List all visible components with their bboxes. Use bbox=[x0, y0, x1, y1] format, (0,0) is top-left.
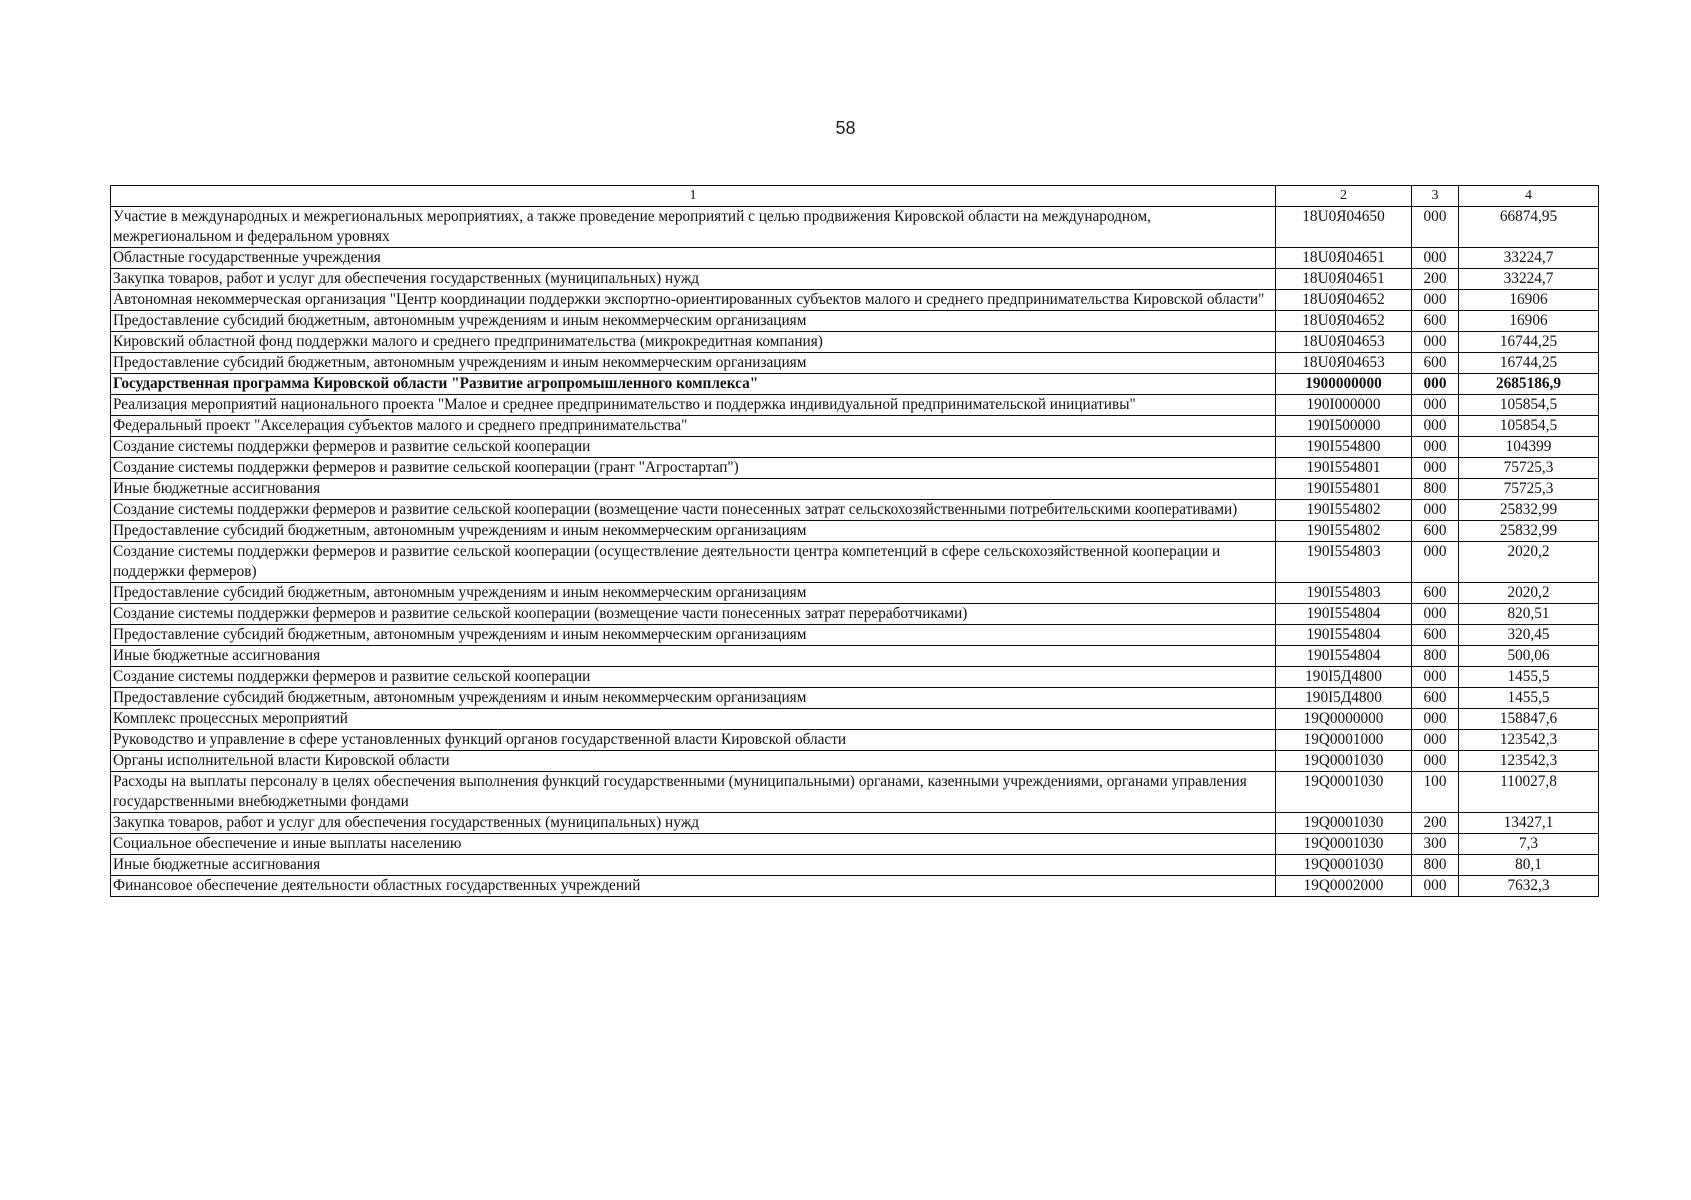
row-description: Закупка товаров, работ и услуг для обеспечения государственных (муниципальных) нужд bbox=[111, 813, 1276, 834]
row-expense-type: 000 bbox=[1412, 604, 1459, 625]
row-expense-type: 600 bbox=[1412, 625, 1459, 646]
row-description: Предоставление субсидий бюджетным, автономным учреждениям и иным некоммерческим организациям bbox=[111, 583, 1276, 604]
table-row bbox=[111, 834, 1599, 855]
row-description: Создание системы поддержки фермеров и развитие сельской кооперации bbox=[111, 437, 1276, 458]
row-amount: 105854,5 bbox=[1459, 416, 1599, 437]
row-amount: 16744,25 bbox=[1459, 353, 1599, 374]
row-expense-type: 000 bbox=[1412, 542, 1459, 583]
table-row bbox=[111, 751, 1599, 772]
row-amount: 75725,3 bbox=[1459, 458, 1599, 479]
table-row bbox=[111, 730, 1599, 751]
row-target-code: 18U0Я04650 bbox=[1276, 207, 1412, 248]
row-description: Реализация мероприятий национального проекта "Малое и среднее предпринимательство и поддержка индивидуальной предпринимательской инициативы" bbox=[111, 395, 1276, 416]
row-expense-type: 000 bbox=[1412, 290, 1459, 311]
row-target-code: 190I554804 bbox=[1276, 604, 1412, 625]
row-expense-type: 000 bbox=[1412, 416, 1459, 437]
row-description: Предоставление субсидий бюджетным, автономным учреждениям и иным некоммерческим организациям bbox=[111, 353, 1276, 374]
row-target-code: 190I554804 bbox=[1276, 625, 1412, 646]
row-amount: 66874,95 bbox=[1459, 207, 1599, 248]
row-target-code: 190I554804 bbox=[1276, 646, 1412, 667]
row-description: Создание системы поддержки фермеров и развитие сельской кооперации (возмещение части понесенных затрат сельскохозяйственными потребительскими кооперативами) bbox=[111, 500, 1276, 521]
row-target-code: 18U0Я04652 bbox=[1276, 311, 1412, 332]
row-target-code: 19Q0001030 bbox=[1276, 834, 1412, 855]
row-amount: 2020,2 bbox=[1459, 583, 1599, 604]
row-target-code: 190I500000 bbox=[1276, 416, 1412, 437]
row-description: Создание системы поддержки фермеров и развитие сельской кооперации (возмещение части понесенных затрат переработчиками) bbox=[111, 604, 1276, 625]
row-expense-type: 200 bbox=[1412, 813, 1459, 834]
row-target-code: 190I554803 bbox=[1276, 583, 1412, 604]
table-row bbox=[111, 604, 1599, 625]
table-row bbox=[111, 332, 1599, 353]
row-description: Предоставление субсидий бюджетным, автономным учреждениям и иным некоммерческим организациям bbox=[111, 688, 1276, 709]
row-amount: 104399 bbox=[1459, 437, 1599, 458]
row-expense-type: 000 bbox=[1412, 730, 1459, 751]
row-amount: 80,1 bbox=[1459, 855, 1599, 876]
row-description: Расходы на выплаты персоналу в целях обеспечения выполнения функций государственными (муниципальными) органами, казенными учреждениями, органами управления государственными внебюджетными фондами bbox=[111, 772, 1276, 813]
row-amount: 1455,5 bbox=[1459, 688, 1599, 709]
row-description: Государственная программа Кировской области "Развитие агропромышленного комплекса" bbox=[111, 374, 1276, 395]
row-target-code: 190I5Д4800 bbox=[1276, 667, 1412, 688]
row-description: Комплекс процессных мероприятий bbox=[111, 709, 1276, 730]
row-target-code: 19Q0002000 bbox=[1276, 876, 1412, 897]
row-target-code: 190I554800 bbox=[1276, 437, 1412, 458]
row-expense-type: 000 bbox=[1412, 207, 1459, 248]
row-amount: 75725,3 bbox=[1459, 479, 1599, 500]
row-target-code: 18U0Я04653 bbox=[1276, 353, 1412, 374]
header-col-4: 4 bbox=[1459, 186, 1599, 207]
table-row bbox=[111, 458, 1599, 479]
row-target-code: 190I554803 bbox=[1276, 542, 1412, 583]
row-target-code: 1900000000 bbox=[1276, 374, 1412, 395]
row-expense-type: 600 bbox=[1412, 583, 1459, 604]
row-expense-type: 000 bbox=[1412, 332, 1459, 353]
budget-table bbox=[110, 185, 1599, 897]
row-expense-type: 100 bbox=[1412, 772, 1459, 813]
row-description: Финансовое обеспечение деятельности областных государственных учреждений bbox=[111, 876, 1276, 897]
row-description: Иные бюджетные ассигнования bbox=[111, 855, 1276, 876]
row-target-code: 18U0Я04651 bbox=[1276, 269, 1412, 290]
table-row bbox=[111, 479, 1599, 500]
table-row bbox=[111, 709, 1599, 730]
row-amount: 1455,5 bbox=[1459, 667, 1599, 688]
table-row bbox=[111, 625, 1599, 646]
row-expense-type: 000 bbox=[1412, 458, 1459, 479]
row-amount: 110027,8 bbox=[1459, 772, 1599, 813]
table-row bbox=[111, 353, 1599, 374]
header-col-3: 3 bbox=[1412, 186, 1459, 207]
table-row bbox=[111, 542, 1599, 583]
row-amount: 105854,5 bbox=[1459, 395, 1599, 416]
row-target-code: 18U0Я04651 bbox=[1276, 248, 1412, 269]
table-row bbox=[111, 500, 1599, 521]
row-target-code: 19Q0001030 bbox=[1276, 855, 1412, 876]
row-description: Органы исполнительной власти Кировской области bbox=[111, 751, 1276, 772]
row-expense-type: 000 bbox=[1412, 437, 1459, 458]
row-amount: 500,06 bbox=[1459, 646, 1599, 667]
row-amount: 820,51 bbox=[1459, 604, 1599, 625]
row-description: Иные бюджетные ассигнования bbox=[111, 479, 1276, 500]
row-amount: 7,3 bbox=[1459, 834, 1599, 855]
header-row bbox=[111, 186, 1599, 207]
row-target-code: 190I554801 bbox=[1276, 458, 1412, 479]
table-body bbox=[111, 207, 1599, 897]
row-description: Кировский областной фонд поддержки малого и среднего предпринимательства (микрокредитная компания) bbox=[111, 332, 1276, 353]
row-expense-type: 000 bbox=[1412, 395, 1459, 416]
row-amount: 2685186,9 bbox=[1459, 374, 1599, 395]
row-amount: 13427,1 bbox=[1459, 813, 1599, 834]
table-row bbox=[111, 855, 1599, 876]
row-description: Создание системы поддержки фермеров и развитие сельской кооперации bbox=[111, 667, 1276, 688]
row-amount: 2020,2 bbox=[1459, 542, 1599, 583]
row-amount: 320,45 bbox=[1459, 625, 1599, 646]
row-target-code: 190I000000 bbox=[1276, 395, 1412, 416]
table-row bbox=[111, 688, 1599, 709]
row-target-code: 19Q0000000 bbox=[1276, 709, 1412, 730]
table-row bbox=[111, 395, 1599, 416]
page-number: 58 bbox=[835, 118, 856, 138]
row-expense-type: 000 bbox=[1412, 709, 1459, 730]
row-amount: 123542,3 bbox=[1459, 730, 1599, 751]
row-target-code: 18U0Я04653 bbox=[1276, 332, 1412, 353]
row-amount: 25832,99 bbox=[1459, 500, 1599, 521]
row-description: Участие в международных и межрегиональных мероприятиях, а также проведение мероприятий с целью продвижения Кировской области на международном, межрегиональном и федеральном уровнях bbox=[111, 207, 1276, 248]
header-col-1: 1 bbox=[111, 186, 1276, 207]
row-description: Иные бюджетные ассигнования bbox=[111, 646, 1276, 667]
header-col-2: 2 bbox=[1276, 186, 1412, 207]
table-row bbox=[111, 876, 1599, 897]
row-expense-type: 600 bbox=[1412, 311, 1459, 332]
row-description: Федеральный проект "Акселерация субъектов малого и среднего предпринимательства" bbox=[111, 416, 1276, 437]
row-amount: 7632,3 bbox=[1459, 876, 1599, 897]
row-expense-type: 000 bbox=[1412, 500, 1459, 521]
row-description: Социальное обеспечение и иные выплаты населению bbox=[111, 834, 1276, 855]
row-target-code: 19Q0001030 bbox=[1276, 772, 1412, 813]
row-target-code: 19Q0001000 bbox=[1276, 730, 1412, 751]
table-row bbox=[111, 521, 1599, 542]
table-row bbox=[111, 646, 1599, 667]
row-amount: 16906 bbox=[1459, 290, 1599, 311]
row-expense-type: 600 bbox=[1412, 688, 1459, 709]
row-amount: 25832,99 bbox=[1459, 521, 1599, 542]
row-description: Предоставление субсидий бюджетным, автономным учреждениям и иным некоммерческим организациям bbox=[111, 521, 1276, 542]
table-row bbox=[111, 772, 1599, 813]
row-expense-type: 000 bbox=[1412, 751, 1459, 772]
table-row bbox=[111, 813, 1599, 834]
row-description: Областные государственные учреждения bbox=[111, 248, 1276, 269]
row-amount: 123542,3 bbox=[1459, 751, 1599, 772]
row-expense-type: 000 bbox=[1412, 248, 1459, 269]
row-expense-type: 000 bbox=[1412, 876, 1459, 897]
row-target-code: 19Q0001030 bbox=[1276, 751, 1412, 772]
table-row bbox=[111, 667, 1599, 688]
row-expense-type: 000 bbox=[1412, 374, 1459, 395]
row-target-code: 19Q0001030 bbox=[1276, 813, 1412, 834]
table-row bbox=[111, 583, 1599, 604]
row-expense-type: 800 bbox=[1412, 646, 1459, 667]
table-row bbox=[111, 269, 1599, 290]
row-description: Руководство и управление в сфере установленных функций органов государственной власти Кировской области bbox=[111, 730, 1276, 751]
table-row bbox=[111, 374, 1599, 395]
table-row bbox=[111, 311, 1599, 332]
row-description: Предоставление субсидий бюджетным, автономным учреждениям и иным некоммерческим организациям bbox=[111, 625, 1276, 646]
row-target-code: 190I5Д4800 bbox=[1276, 688, 1412, 709]
row-expense-type: 300 bbox=[1412, 834, 1459, 855]
row-amount: 16906 bbox=[1459, 311, 1599, 332]
row-description: Создание системы поддержки фермеров и развитие сельской кооперации (грант "Агростартап") bbox=[111, 458, 1276, 479]
row-target-code: 190I554802 bbox=[1276, 500, 1412, 521]
row-description: Предоставление субсидий бюджетным, автономным учреждениям и иным некоммерческим организациям bbox=[111, 311, 1276, 332]
row-amount: 33224,7 bbox=[1459, 269, 1599, 290]
row-expense-type: 600 bbox=[1412, 353, 1459, 374]
row-expense-type: 000 bbox=[1412, 667, 1459, 688]
row-description: Автономная некоммерческая организация "Центр координации поддержки экспортно-ориентированных субъектов малого и среднего предпринимательства Кировской области" bbox=[111, 290, 1276, 311]
table-row bbox=[111, 207, 1599, 248]
row-amount: 33224,7 bbox=[1459, 248, 1599, 269]
row-expense-type: 600 bbox=[1412, 521, 1459, 542]
row-amount: 158847,6 bbox=[1459, 709, 1599, 730]
row-description: Создание системы поддержки фермеров и развитие сельской кооперации (осуществление деятельности центра компетенций в сфере сельскохозяйственной кооперации и поддержки фермеров) bbox=[111, 542, 1276, 583]
table-row bbox=[111, 248, 1599, 269]
row-target-code: 190I554802 bbox=[1276, 521, 1412, 542]
row-target-code: 18U0Я04652 bbox=[1276, 290, 1412, 311]
row-amount: 16744,25 bbox=[1459, 332, 1599, 353]
row-target-code: 190I554801 bbox=[1276, 479, 1412, 500]
row-description: Закупка товаров, работ и услуг для обеспечения государственных (муниципальных) нужд bbox=[111, 269, 1276, 290]
row-expense-type: 800 bbox=[1412, 479, 1459, 500]
table-row bbox=[111, 437, 1599, 458]
row-expense-type: 800 bbox=[1412, 855, 1459, 876]
row-expense-type: 200 bbox=[1412, 269, 1459, 290]
table-row bbox=[111, 416, 1599, 437]
table-row bbox=[111, 290, 1599, 311]
